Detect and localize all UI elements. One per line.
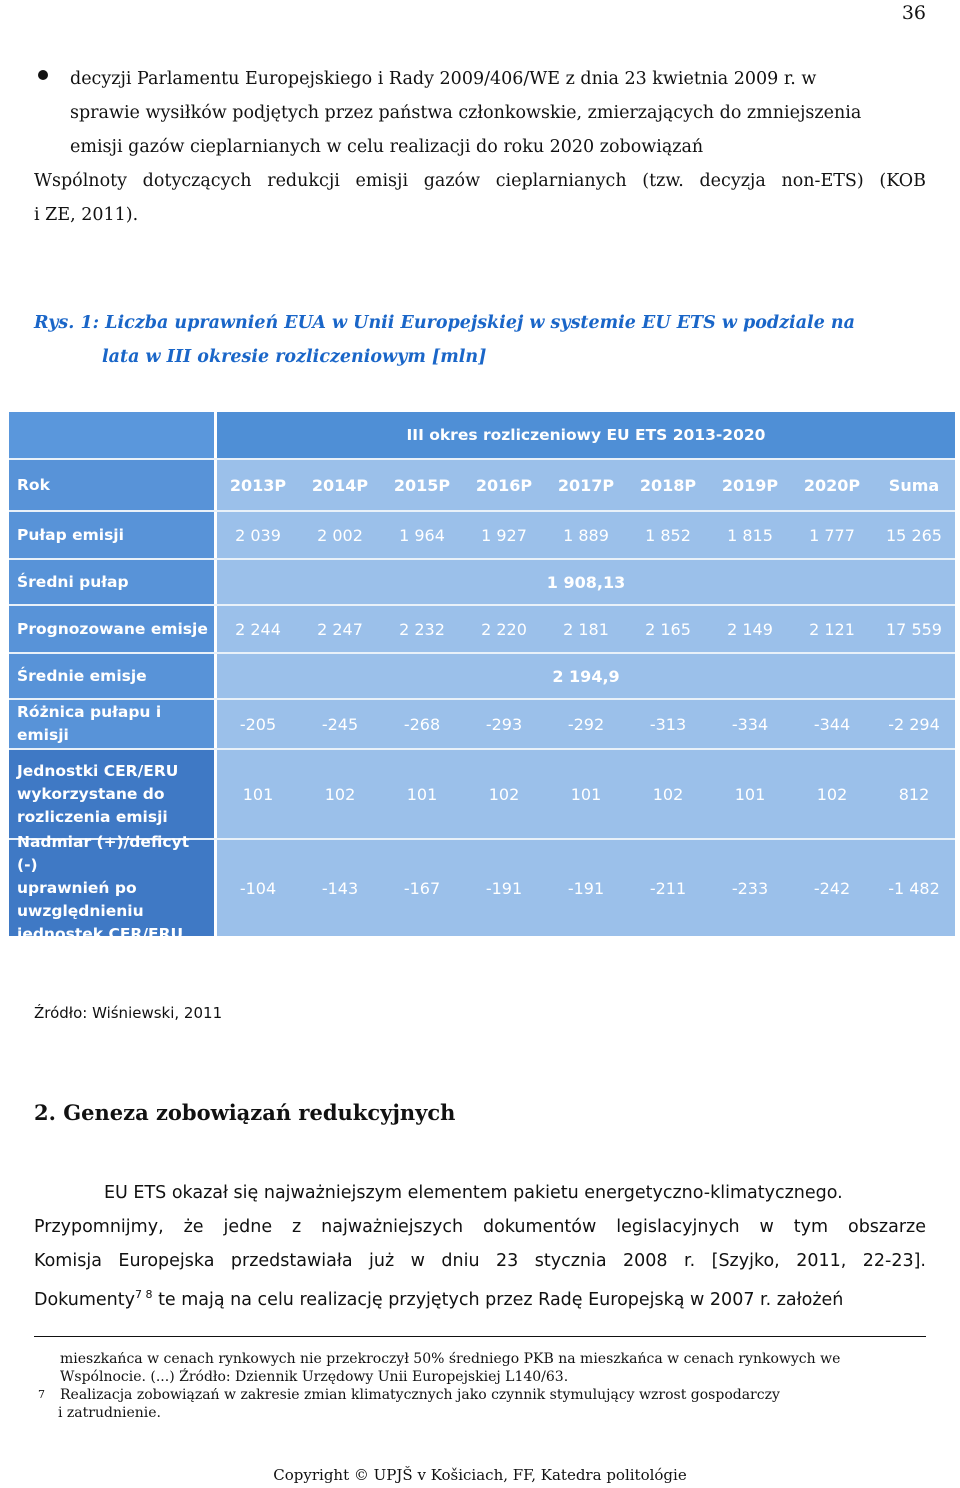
text-line: emisji gazów cieplarnianych w celu realizacji do roku 2020 zobowiązań (70, 137, 704, 157)
table-cell: 2 220 (463, 606, 545, 652)
table-cell: -1 482 (873, 840, 955, 936)
table-cell: 102 (463, 750, 545, 838)
copyright: Copyright © UPJŠ v Košiciach, FF, Katedra politológie (273, 1466, 687, 1484)
table-row (9, 560, 955, 604)
title-spacer (9, 412, 217, 458)
table-cell: 1 927 (463, 512, 545, 558)
table-cell: 101 (709, 750, 791, 838)
footnote-line: Wspólnocie. (...) Źródło: Dziennik Urzędowy Unii Europejskiej L140/63. (60, 1369, 569, 1385)
table-cell: -334 (709, 700, 791, 748)
row-label-line: Nadmiar (+)/deficyt (-) (17, 832, 190, 874)
table-cell: 2 121 (791, 606, 873, 652)
table-cell: 2 232 (381, 606, 463, 652)
row-label (9, 832, 217, 943)
caption-line: Rys. 1: Liczba uprawnień EUA w Unii Europejskiej w systemie EU ETS w podziale na (34, 313, 855, 333)
row-label-line: rozliczenia emisji (17, 807, 168, 826)
text-line: Przypomnijmy, że jedne z najważniejszych dokumentów legislacyjnych w tym obszarze (34, 1217, 926, 1237)
column-header: 2019P (709, 460, 791, 510)
table-cell: -313 (627, 700, 709, 748)
table-cell: -292 (545, 700, 627, 748)
text-line: decyzji Parlamentu Europejskiego i Rady 2009/406/WE z dnia 23 kwietnia 2009 r. w (70, 69, 817, 89)
table-cell: 2 181 (545, 606, 627, 652)
text-line (34, 1278, 926, 1317)
column-header: 2015P (381, 460, 463, 510)
table-header-row (9, 460, 955, 510)
row-label: Różnica pułapu i emisji (9, 700, 217, 748)
section-paragraph (34, 1176, 926, 1317)
footnote-line: Realizacja zobowiązań w zakresie zmian klimatycznych jako czynnik stymulujący wzrost gospodarczy (60, 1387, 780, 1403)
table-cell: -293 (463, 700, 545, 748)
table-cell: -268 (381, 700, 463, 748)
footnote-ref: 7 8 (135, 1288, 153, 1301)
caption-line: lata w III okresie rozliczeniowym [mln] (102, 347, 487, 367)
column-header: 2013P (217, 460, 299, 510)
column-header: Suma (873, 460, 955, 510)
table-row (9, 512, 955, 558)
text-line: Wspólnoty dotyczących redukcji emisji gazów cieplarnianych (tzw. decyzja non-ETS) (KOB (34, 171, 926, 191)
header-label: Rok (9, 460, 217, 510)
table-cell: 1 964 (381, 512, 463, 558)
table-cell: 2 247 (299, 606, 381, 652)
table-cell: 2 244 (217, 606, 299, 652)
table-title: III okres rozliczeniowy EU ETS 2013-2020 (217, 412, 955, 458)
text-segment: te mają na celu realizację przyjętych przez Radę Europejską w 2007 r. założeń (152, 1289, 844, 1310)
table-cell: -191 (463, 840, 545, 936)
row-label-line: Jednostki CER/ERU (17, 761, 179, 780)
column-header: 2020P (791, 460, 873, 510)
column-header: 2018P (627, 460, 709, 510)
text-line: i ZE, 2011). (34, 205, 139, 225)
footnote-7 (34, 1386, 926, 1404)
column-header: 2017P (545, 460, 627, 510)
table-title-row (9, 412, 955, 458)
table-cell: -211 (627, 840, 709, 936)
row-label-line: uwzględnieniu (17, 901, 144, 920)
section-heading: 2. Geneza zobowiązań redukcyjnych (34, 1100, 456, 1125)
table-cell: 1 852 (627, 512, 709, 558)
table-row (9, 750, 955, 838)
row-label-line: wykorzystane do (17, 784, 165, 803)
column-header: 2016P (463, 460, 545, 510)
footnote-line: i zatrudnienie. (58, 1405, 161, 1421)
table-cell: 15 265 (873, 512, 955, 558)
row-label-line: jednostek CER/ERU (17, 924, 184, 943)
row-label: Średnie emisje (9, 654, 217, 698)
row-label (9, 750, 217, 838)
table-row (9, 700, 955, 748)
table-cell: 2 165 (627, 606, 709, 652)
footnotes (34, 1350, 926, 1422)
table-cell: 1 777 (791, 512, 873, 558)
footnote-line: mieszkańca w cenach rynkowych nie przekroczył 50% średniego PKB na mieszkańca w cenach rynkowych we (60, 1351, 841, 1367)
table-cell: -104 (217, 840, 299, 936)
table-cell: 2 002 (299, 512, 381, 558)
table-cell: 1 889 (545, 512, 627, 558)
table-cell: -233 (709, 840, 791, 936)
text-line: Komisja Europejska przedstawiała już w dniu 23 stycznia 2008 r. [Szyjko, 2011, 22-23]. (34, 1251, 926, 1271)
row-label-line: uprawnień po (17, 878, 137, 897)
figure-source: Źródło: Wiśniewski, 2011 (34, 1004, 223, 1022)
emissions-table (9, 412, 955, 943)
table-cell: 101 (381, 750, 463, 838)
bullet-paragraph (34, 62, 926, 232)
span-value: 1 908,13 (217, 560, 955, 604)
table-cell: 101 (545, 750, 627, 838)
table-cell: -344 (791, 700, 873, 748)
table-cell: -245 (299, 700, 381, 748)
table-cell: 2 149 (709, 606, 791, 652)
table-cell: 101 (217, 750, 299, 838)
text-segment: Dokumenty (34, 1289, 135, 1310)
figure-caption (34, 306, 934, 374)
table-cell: -191 (545, 840, 627, 936)
footnote-rule (34, 1336, 926, 1337)
span-value: 2 194,9 (217, 654, 955, 698)
row-label: Średni pułap (9, 560, 217, 604)
footnote-number: 7 (38, 1388, 45, 1401)
table-cell: 102 (299, 750, 381, 838)
column-header: 2014P (299, 460, 381, 510)
page-number: 36 (901, 2, 926, 24)
table-row (9, 832, 955, 943)
table-cell: 1 815 (709, 512, 791, 558)
table-row (9, 654, 955, 698)
table-cell: -2 294 (873, 700, 955, 748)
table-cell: 102 (791, 750, 873, 838)
table-cell: -205 (217, 700, 299, 748)
table-cell: 812 (873, 750, 955, 838)
table-cell: 2 039 (217, 512, 299, 558)
text-line: EU ETS okazał się najważniejszym elementem pakietu energetyczno-klimatycznego. (104, 1183, 843, 1203)
table-cell: -167 (381, 840, 463, 936)
table-cell: 102 (627, 750, 709, 838)
row-label: Pułap emisji (9, 512, 217, 558)
table-row (9, 606, 955, 652)
table-cell: -143 (299, 840, 381, 936)
text-line: sprawie wysiłków podjętych przez państwa członkowskie, zmierzających do zmniejszenia (70, 103, 862, 123)
table-cell: -242 (791, 840, 873, 936)
row-label: Prognozowane emisje (9, 606, 217, 652)
table-cell: 17 559 (873, 606, 955, 652)
